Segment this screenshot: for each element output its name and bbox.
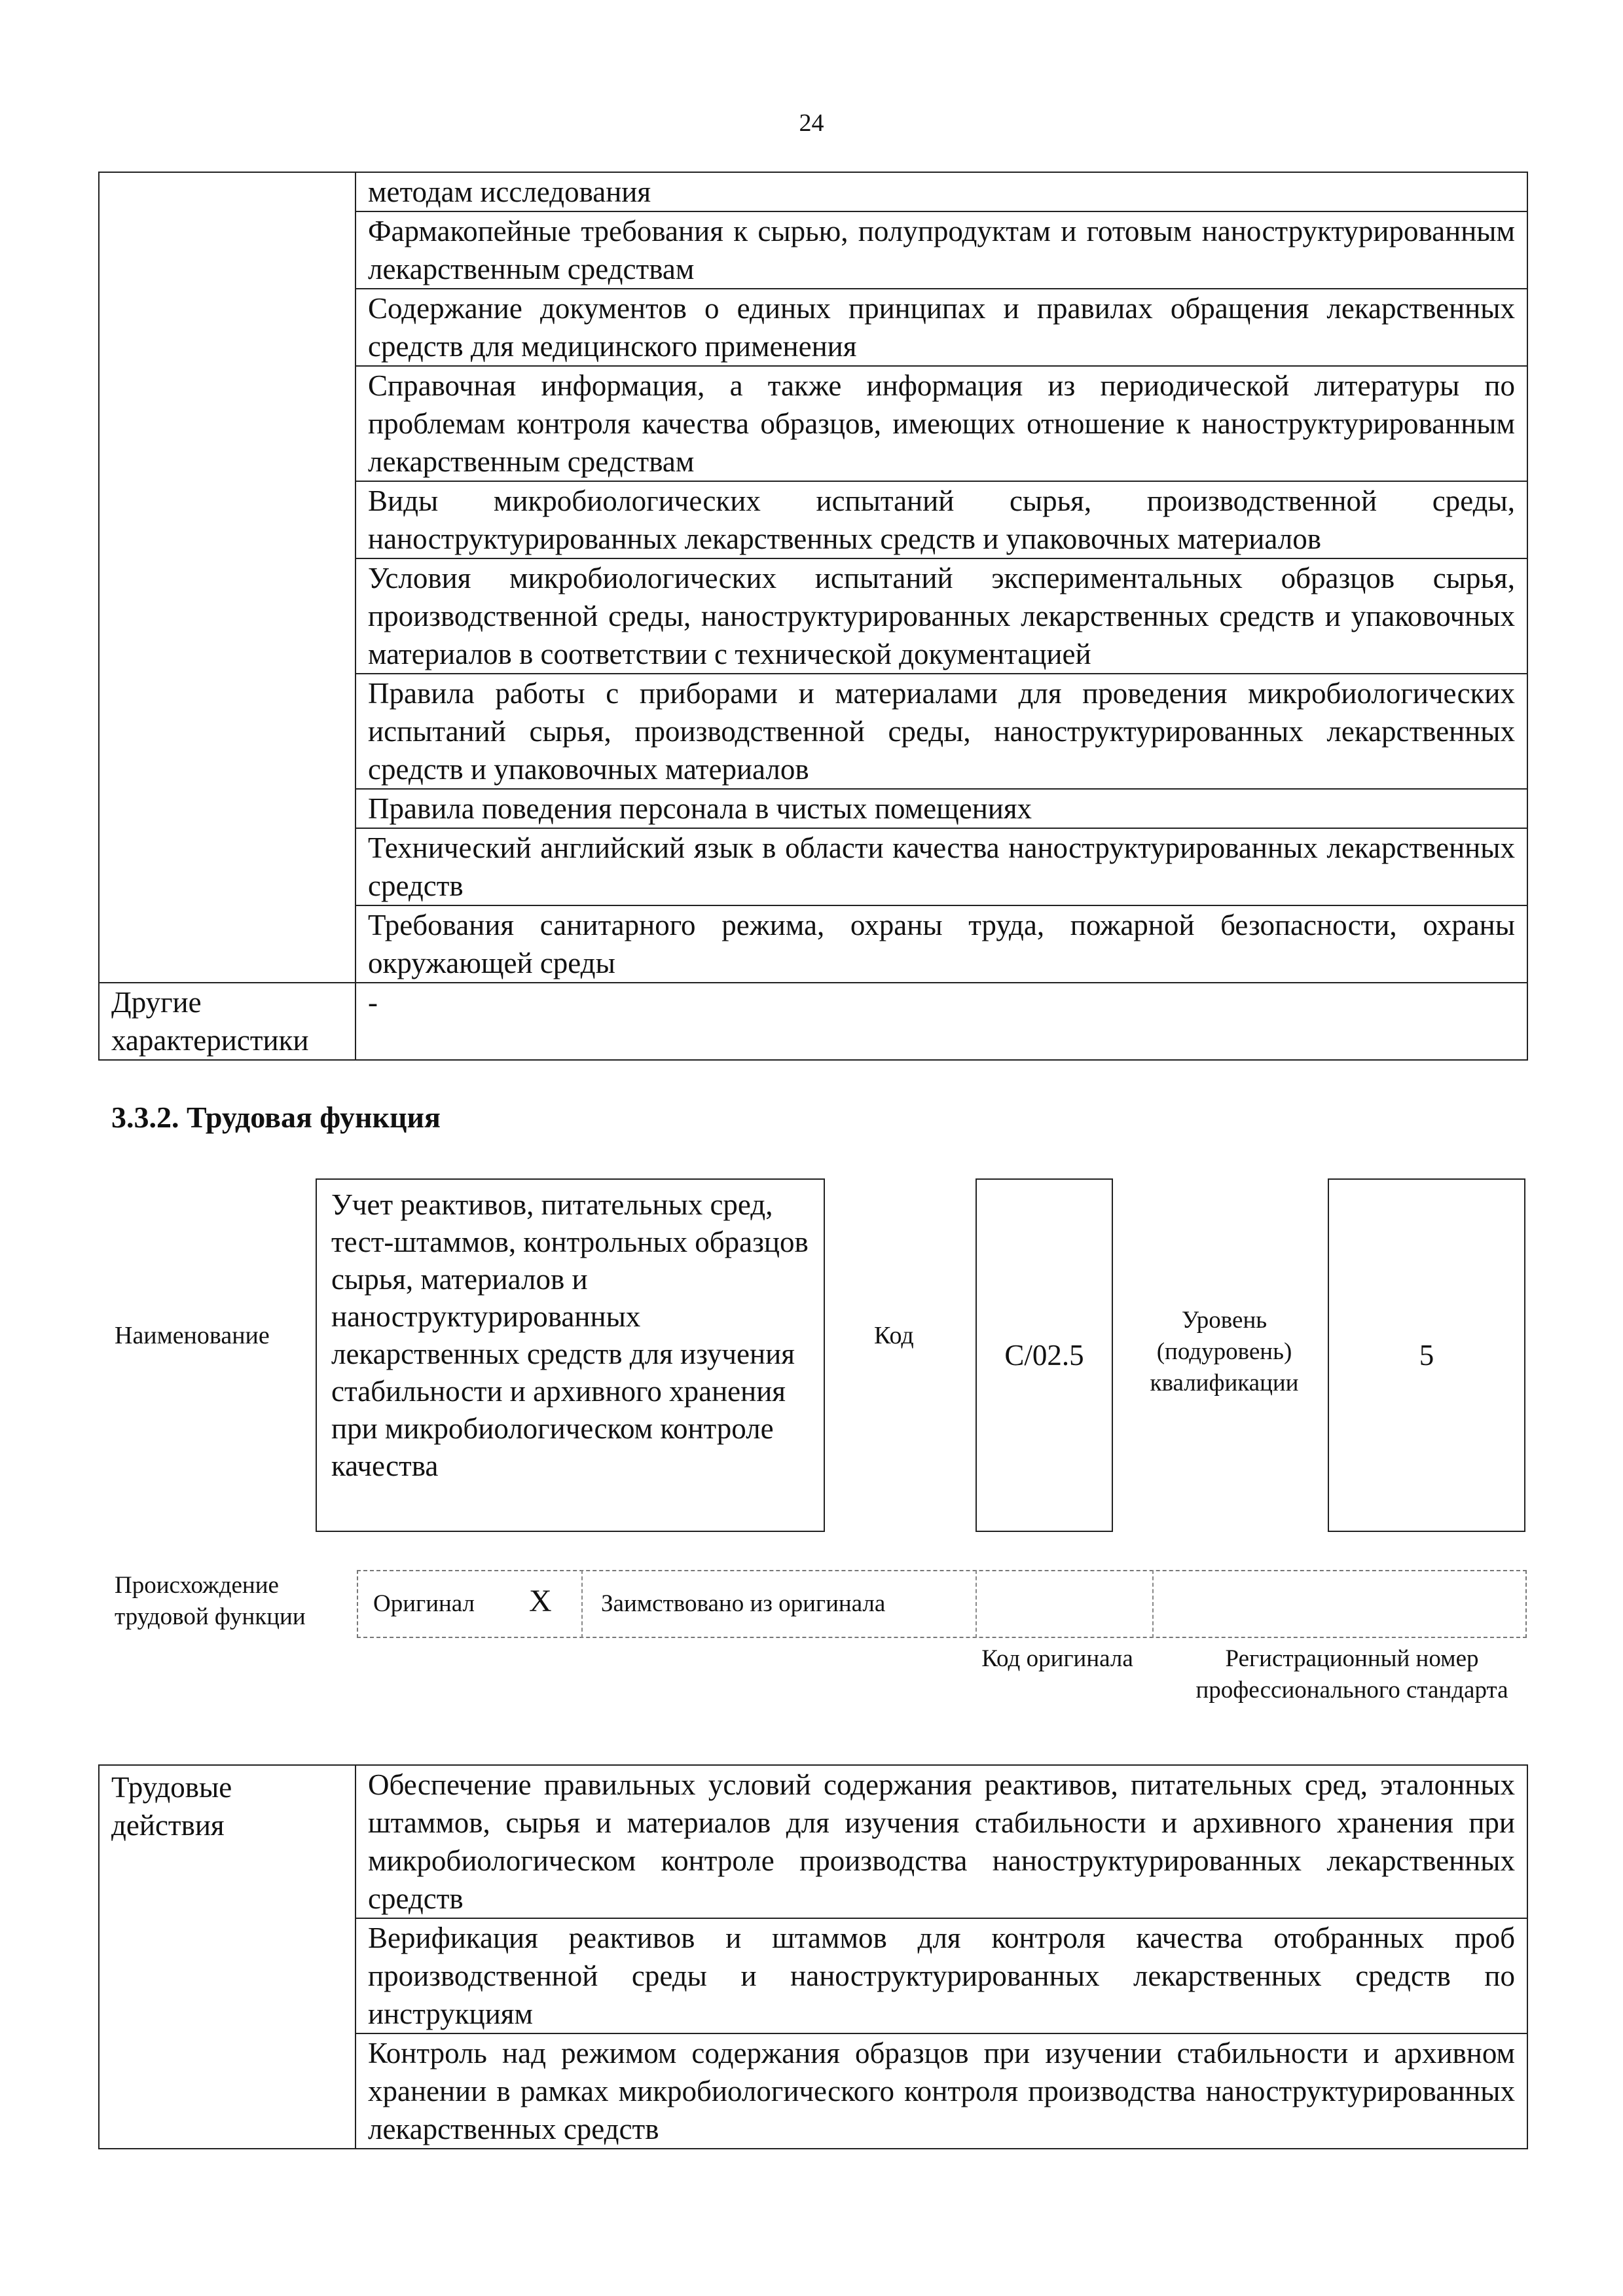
page-number: 24	[799, 109, 824, 137]
knowledge-label-cell	[99, 172, 356, 983]
knowledge-row: Требования санитарного режима, охраны труда, пожарной безопасности, охраны окружающей среды	[356, 905, 1527, 983]
registration-number-label: Регистрационный номер профессионального стандарта	[1195, 1645, 1508, 1704]
qualification-level-label: Уровень (подуровень) квалификации	[1150, 1307, 1299, 1396]
labor-action-row: Верификация реактивов и штаммов для контроля качества отобранных проб производственной среды и наноструктурированных лекарственных средств по инструкциям	[356, 1918, 1527, 2033]
knowledge-row: Фармакопейные требования к сырью, полупродуктам и готовым наноструктурированным лекарственным средствам	[356, 211, 1527, 289]
labor-action-row: Обеспечение правильных условий содержания реактивов, питательных сред, эталонных штаммов, сырья и материалов для изучения стабильности и архивного хранения при микробиологическом контроле производства наноструктурированных лекарственных средств	[356, 1765, 1527, 1918]
knowledge-row: Справочная информация, а также информация из периодической литературы по проблемам контроля качества образцов, имеющих отношение к наноструктурированным лекарственным средствам	[356, 366, 1527, 481]
qualification-level-value: 5	[1419, 1339, 1434, 1372]
origin-divider	[581, 1570, 583, 1638]
qualification-level-box	[1328, 1178, 1525, 1532]
code-label: Код	[874, 1322, 914, 1349]
knowledge-row: Технический английский язык в области качества наноструктурированных лекарственных средств	[356, 828, 1527, 905]
knowledge-row: Виды микробиологических испытаний сырья, производственной среды, наноструктурированных лекарственных средств и упаковочных материалов	[356, 481, 1527, 558]
function-code-value: C/02.5	[1004, 1339, 1084, 1372]
name-label: Наименование	[115, 1322, 270, 1349]
section-title: 3.3.2. Трудовая функция	[111, 1101, 441, 1134]
other-characteristics-label: Другие характеристики	[99, 983, 356, 1060]
code-original-label: Код оригинала	[981, 1645, 1133, 1672]
origin-divider	[976, 1570, 977, 1638]
knowledge-row: Правила поведения персонала в чистых помещениях	[356, 789, 1527, 828]
function-name-box: Учет реактивов, питательных сред, тест-штаммов, контрольных образцов сырья, материалов и наноструктурированных лекарственных средств для изучения стабильности и архивного хранения при микробиологическом контроле качества	[316, 1178, 825, 1532]
function-code-box	[976, 1178, 1113, 1532]
knowledge-row: Содержание документов о единых принципах и правилах обращения лекарственных средств для медицинского применения	[356, 289, 1527, 366]
knowledge-row: Правила работы с приборами и материалами для проведения микробиологических испытаний сырья, производственной среды, наноструктурированных лекарственных средств и упаковочных материалов	[356, 674, 1527, 789]
labor-actions-table	[98, 1764, 1528, 2149]
labor-action-row: Контроль над режимом содержания образцов при изучении стабильности и архивном хранении в рамках микробиологического контроля производства наноструктурированных лекарственных средств	[356, 2033, 1527, 2149]
origin-original-mark: X	[529, 1584, 552, 1618]
other-characteristics-value: -	[356, 983, 1527, 1060]
labor-actions-label: Трудовые действия	[99, 1765, 356, 2149]
origin-borrowed-label: Заимствовано из оригинала	[601, 1590, 886, 1617]
origin-label: Происхождение трудовой функции	[115, 1572, 306, 1630]
origin-divider	[1152, 1570, 1154, 1638]
origin-original-label: Оригинал	[373, 1590, 475, 1617]
knowledge-table	[98, 172, 1528, 1061]
knowledge-row: Условия микробиологических испытаний экспериментальных образцов сырья, производственной среды, наноструктурированных лекарственных средств и упаковочных материалов в соответствии с технической документацией	[356, 558, 1527, 674]
knowledge-row: методам исследования	[356, 172, 1527, 211]
